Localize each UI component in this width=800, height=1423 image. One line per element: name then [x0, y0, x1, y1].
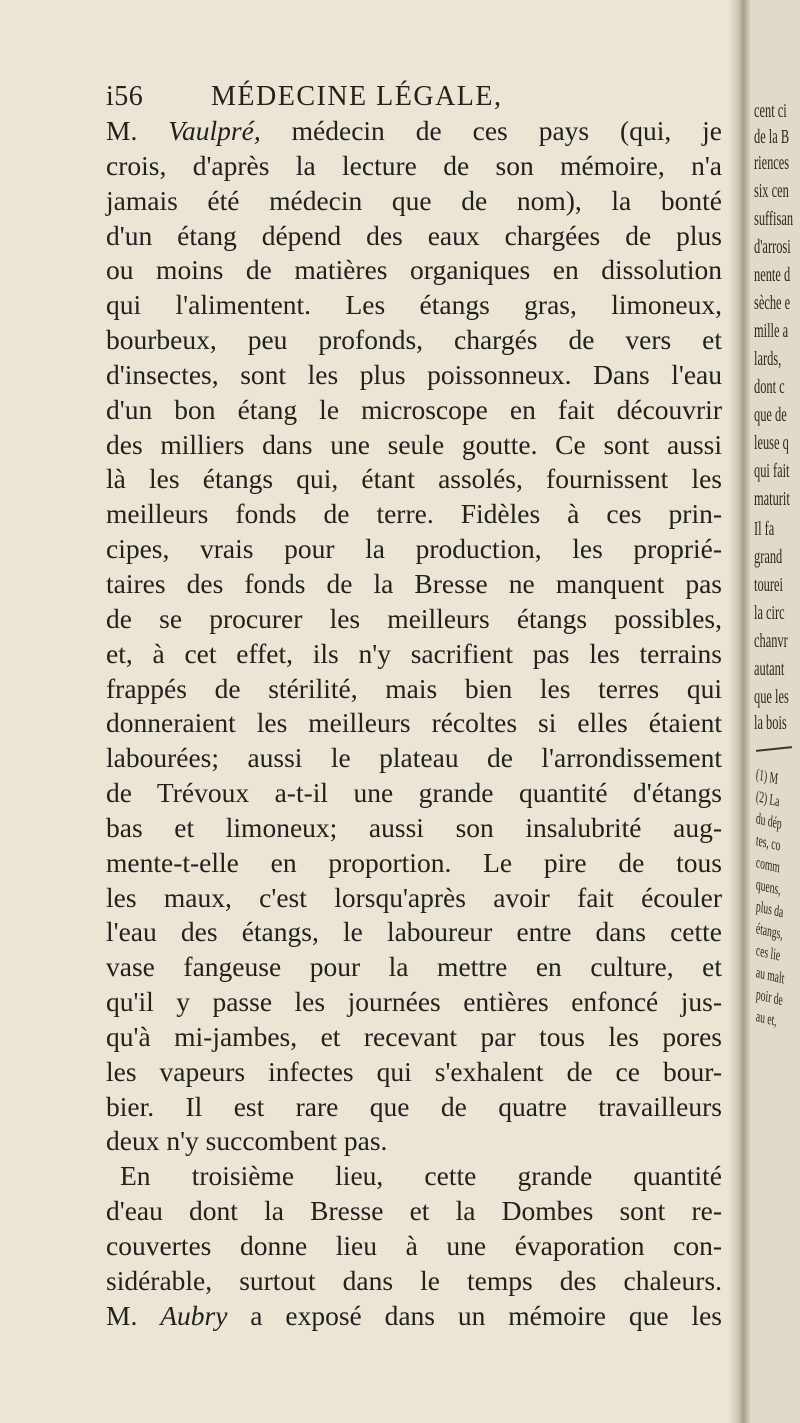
edge-note: du dép — [755, 810, 783, 833]
edge-word: que de — [754, 404, 787, 426]
text-line: de se procurer les meilleurs étangs possibles, — [106, 602, 722, 634]
edge-word: suffisan — [754, 208, 794, 230]
text-line: et, à cet effet, ils n'y sacrifient pas les terrains — [106, 637, 722, 669]
text-line: d'insectes, sont les plus poissonneux. Dans l'eau — [106, 358, 722, 390]
edge-word: la circ — [754, 602, 785, 624]
text-line: bier. Il est rare que de quatre travailleurs — [106, 1090, 722, 1122]
text-line: là les étangs qui, étant assolés, fournissent les — [106, 463, 722, 495]
text-line: frappés de stérilité, mais bien les terres qui — [106, 672, 722, 704]
text-line: labourées; aussi le plateau de l'arrondissement — [106, 742, 722, 774]
edge-note: au et, — [755, 1008, 778, 1030]
text-line: d'eau dont la Bresse et la Dombes sont re- — [106, 1195, 722, 1227]
edge-word: sèche e — [754, 292, 791, 314]
text-line: de Trévoux a-t-il une grande quantité d'étangs — [106, 777, 722, 809]
edge-word: riences — [754, 152, 790, 174]
edge-note: (2) La — [755, 788, 781, 811]
text-line: crois, d'après la lecture de son mémoire, n'a — [106, 149, 722, 181]
text-line: ou moins de matières organiques en dissolution — [106, 254, 722, 286]
edge-word: autant — [754, 658, 785, 680]
edge-word: six cen — [754, 180, 789, 202]
text-line: sidérable, surtout dans le temps des chaleurs. — [106, 1264, 722, 1296]
running-title: MÉDECINE LÉGALE, — [211, 81, 503, 112]
text-line: l'eau des étangs, le laboureur entre dans cette — [106, 916, 722, 948]
edge-word: maturit — [754, 488, 790, 510]
edge-word: dont c — [754, 376, 785, 398]
running-header — [106, 80, 666, 114]
text-line: vase fangeuse pour la mettre en culture, et — [106, 951, 722, 983]
edge-word: cent ci — [754, 100, 787, 122]
text-line: deux n'y succombent pas. — [106, 1125, 388, 1157]
text-line: M. Vaulpré, médecin de ces pays (qui, je — [106, 115, 723, 146]
text-line: d'un bon étang le microscope en fait découvrir — [106, 393, 722, 425]
text-line: M. Aubry a exposé dans un mémoire que les — [106, 1299, 722, 1331]
edge-word: leuse q — [754, 432, 789, 454]
adjacent-page-edge — [750, 0, 800, 1423]
edge-note: comm — [755, 854, 781, 877]
text-line: d'un étang dépend des eaux chargées de plus — [106, 219, 722, 251]
text-line: qui l'alimentent. Les étangs gras, limoneux, — [106, 289, 722, 321]
edge-word: Il fa — [754, 518, 775, 540]
edge-word: la bois — [754, 712, 787, 734]
footnote-rule — [756, 746, 792, 752]
text-line: taires des fonds de la Bresse ne manquent pas — [106, 567, 722, 599]
edge-word: grand — [754, 546, 783, 568]
text-line: bourbeux, peu profonds, chargés de vers et — [106, 324, 722, 356]
edge-word: mille a — [754, 320, 789, 342]
edge-note: étangs, — [755, 920, 784, 944]
text-line: En troisième lieu, cette grande quantité — [120, 1160, 722, 1192]
page-number: i56 — [106, 81, 144, 112]
edge-word: lards, — [754, 348, 782, 370]
text-line: bas et limoneux; aussi son insalubrité aug- — [106, 811, 722, 843]
edge-note: quens, — [755, 876, 782, 899]
text-line: qu'il y passe les journées entières enfoncé jus- — [106, 986, 722, 1018]
text-line: cipes, vrais pour la production, les proprié- — [106, 533, 722, 565]
edge-word: de la B — [754, 126, 790, 148]
text-line: meilleurs fonds de terre. Fidèles à ces prin- — [106, 498, 722, 530]
edge-note: plus da — [755, 898, 784, 922]
text-line: des milliers dans une seule goutte. Ce sont aussi — [106, 428, 722, 460]
edge-note: ces lie — [755, 942, 781, 965]
text-line: qu'à mi-jambes, et recevant par tous les pores — [106, 1020, 722, 1052]
edge-word: chanvr — [754, 630, 788, 652]
edge-word: d'arrosi — [754, 236, 791, 258]
edge-note: (1) M — [755, 766, 779, 789]
edge-word: nente d — [754, 264, 791, 286]
edge-note: au malt — [755, 964, 786, 988]
body-text — [106, 114, 726, 1334]
edge-word: qui fait — [754, 460, 790, 482]
edge-word: tourei — [754, 574, 783, 596]
edge-word: que les — [754, 686, 789, 708]
edge-note: tes, co — [755, 832, 782, 855]
text-line: couvertes donne lieu à une évaporation con- — [106, 1230, 722, 1261]
book-gutter — [728, 0, 750, 1423]
text-line: donneraient les meilleurs récoltes si elles étaient — [106, 707, 722, 739]
text-line: les maux, c'est lorsqu'après avoir fait écouler — [106, 881, 722, 913]
text-line: jamais été médecin que de nom), la bonté — [106, 184, 722, 216]
edge-note: poir de — [755, 986, 784, 1010]
text-line: les vapeurs infectes qui s'exhalent de ce bour- — [106, 1055, 722, 1087]
text-line: mente-t-elle en proportion. Le pire de tous — [106, 846, 722, 878]
